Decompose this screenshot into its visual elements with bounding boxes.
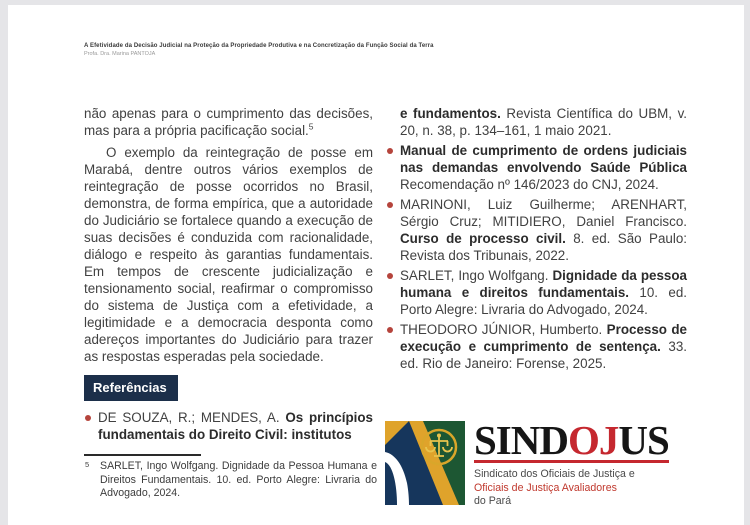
sindojus-wordmark: SINDOJUS [474, 417, 669, 463]
tagline-line-1: Sindicato dos Oficiais de Justiça e [474, 468, 635, 480]
bullet-icon [85, 415, 91, 421]
references-list-right [386, 105, 687, 372]
paragraph: não apenas para o cumprimento das decisões, mas para a própria pacificação social.$^5$ [84, 106, 373, 138]
footnote-divider [84, 454, 201, 456]
references-heading: Referências [84, 375, 178, 401]
tagline-line-2: Oficiais de Justiça Avaliadores [474, 481, 617, 494]
logo-tagline [474, 468, 669, 509]
left-column [84, 105, 373, 446]
reference-item: e fundamentos. Revista Científica do UBM, v. 20, n. 38, p. 134–161, 1 maio 2021. [400, 106, 688, 138]
running-header [84, 43, 504, 57]
logo-text-block [474, 417, 669, 509]
reference-item: SARLET, Ingo Wolfgang. Dignidade da pessoa humana e direitos fundamentais. 10. ed. Porto Alegre: Livraria do Advogado, 2024. [386, 267, 687, 318]
bullet-icon [387, 202, 393, 208]
reference-item: Manual de cumprimento de ordens judiciais nas demandas envolvendo Saúde Pública Recomendação nº 146/2023 do CNJ, 2024. [386, 142, 687, 193]
bullet-icon [387, 273, 393, 279]
document-page [8, 5, 744, 525]
footnote-reference: 5 [308, 121, 314, 132]
footnote-text: SARLET, Ingo Wolfgang. Dignidade da Pessoa Humana e Direitos Fundamentais. 10. ed. Porto Alegre: Livraria do Advogado, 2024. [100, 460, 377, 499]
reference-item: MARINONI, Luiz Guilherme; ARENHART, Sérgio Cruz; MITIDIERO, Daniel Francisco. Curso de processo civil. 8. ed. São Paulo: Revista dos Tribunais, 2022. [386, 196, 687, 264]
paragraph: O exemplo da reintegração de posse em Marabá, dentre outros vários exemplos de reintegração de posse ocorridos no Brasil, demonstra, de forma empírica, que a autoridade do Judiciário se fortalece quando a execução de suas decisões é conduzida com racionalidade, diálogo e respeito às garantias fundamentais. Em tempos de crescente judicialização e tensionamento social, reafirmar o compromisso do sistema de Justiça com a efetividade, a legitimidade e a democracia desponta como adereços importantes do Judiciário para trazer as respostas esperadas pela sociedade. [84, 145, 373, 364]
reference-item: THEODORO JÚNIOR, Humberto. Processo de execução e cumprimento de sentença. 33. ed. Rio de Janeiro: Forense, 2025. [386, 321, 687, 372]
reference-item: DE SOUZA, R.; MENDES, A. Os princípios fundamentais do Direito Civil: institutos [84, 409, 373, 443]
bullet-icon [387, 148, 393, 154]
right-column [386, 105, 687, 375]
scales-of-justice-emblem-icon [385, 421, 465, 505]
tagline-line-3: do Pará [474, 495, 512, 507]
bullet-icon [387, 327, 393, 333]
references-list-left [84, 409, 373, 443]
document-title: A Efetividade da Decisão Judicial na Proteção da Propriedade Produtiva e na Concretização da Função Social da Terra [84, 43, 434, 49]
document-author: Profa. Dra. Marina PANTOJA [84, 50, 156, 57]
footnote [84, 460, 377, 501]
footnote-marker: 5 [85, 460, 90, 469]
sindojus-logo [385, 417, 669, 509]
